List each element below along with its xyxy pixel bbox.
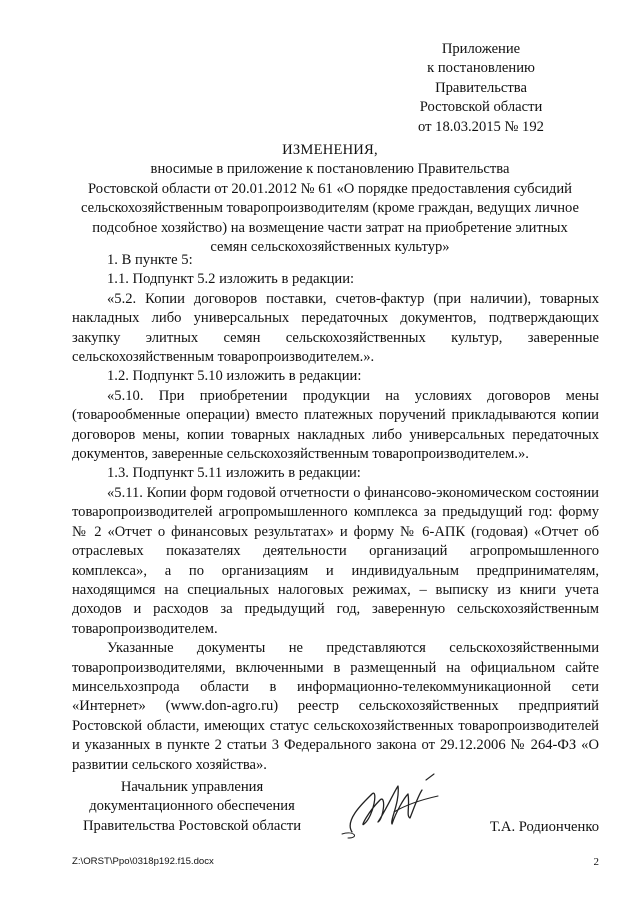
page-number: 2 bbox=[593, 856, 599, 868]
appendix-line: Ростовской области bbox=[419, 99, 543, 116]
position-line: Правительства Ростовской области bbox=[82, 817, 302, 834]
signatory-name: Т.А. Родионченко bbox=[489, 819, 599, 835]
appendix-line: от 18.03.2015 № 192 bbox=[418, 118, 544, 135]
appendix-line: к постановлению bbox=[427, 60, 535, 77]
paragraph-subitem-1-2: 1.2. Подпункт 5.10 изложить в редакции: bbox=[107, 368, 362, 385]
paragraph-subitem-1-1: 1.1. Подпункт 5.2 изложить в редакции: bbox=[107, 271, 355, 288]
appendix-line: Правительства bbox=[435, 79, 527, 96]
signature-block bbox=[72, 778, 599, 848]
title-line: сельскохозяйственным товаропроизводителям (кроме граждан, ведущих личное bbox=[81, 200, 579, 217]
paragraph-quote-5-10: «5.10. При приобретении продукции на условиях договоров мены (товарообменные операции) вместо платежных поручений прикладываются копии договоров мены, копии товарных накладных либо универсальных передаточных документов, заверенные сельскохозяйственным товаропроизводителем.». bbox=[72, 387, 599, 463]
paragraph-item-1: 1. В пункте 5: bbox=[107, 252, 193, 268]
title-heading: ИЗМЕНЕНИЯ, bbox=[282, 142, 378, 158]
position-line: документационного обеспечения bbox=[89, 798, 295, 815]
signatory-position bbox=[72, 778, 312, 836]
document-body bbox=[72, 251, 599, 775]
position-line: Начальник управления bbox=[120, 779, 264, 795]
handwritten-signature-icon bbox=[334, 772, 454, 842]
title-line: семян сельскохозяйственных культур» bbox=[210, 239, 450, 256]
file-path: Z:\ORST\Ppo\0318p192.f15.docx bbox=[72, 856, 214, 867]
title-line: подсобное хозяйство) на возмещение части затрат на приобретение элитных bbox=[92, 219, 568, 236]
paragraph-subitem-1-3: 1.3. Подпункт 5.11 изложить в редакции: bbox=[107, 465, 361, 482]
paragraph-quote-5-11: «5.11. Копии форм годовой отчетности о финансово-экономическом состоянии товаропроизводителей агропромышленного комплекса за предыдущий год: форму № 2 «Отчет о финансовых результатах» и форму № 6-АПК (годовая) «Отчет об отраслевых показателях деятельности организаций агропромышленного комплекса», а по организациям и индивидуальным предпринимателям, находящимся на специальных налоговых режимах, – выписку из книги учета доходов и расходов за предыдущий год, заверенную сельскохозяйственным товаропроизводителем. bbox=[72, 484, 599, 637]
paragraph-documents-note: Указанные документы не представляются сельскохозяйственными товаропроизводителями, включенными в размещенный на официальном сайте минсельхозпрода области в информационно-телекоммуникационной сети «Интернет» (www.don-agro.ru) реестр сельскохозяйственных предприятий Ростовской области, имеющих статус сельскохозяйственных товаропроизводителей и указанных в пункте 2 статьи 3 Федерального закона от 29.12.2006 № 264-ФЗ «О развитии сельского хозяйства». bbox=[72, 640, 599, 773]
document-title bbox=[72, 141, 588, 257]
appendix-block bbox=[396, 40, 566, 137]
appendix-line: Приложение bbox=[441, 41, 521, 57]
paragraph-quote-5-2: «5.2. Копии договоров поставки, счетов-фактур (при наличии), товарных накладных либо универсальных передаточных документов, подтверждающих закупку элитных семян сельскохозяйственных культур, заверенные сельскохозяйственным товаропроизводителем.». bbox=[72, 290, 599, 366]
title-line: вносимые в приложение к постановлению Правительства bbox=[150, 161, 510, 178]
title-line: Ростовской области от 20.01.2012 № 61 «О порядке предоставления субсидий bbox=[88, 180, 572, 197]
